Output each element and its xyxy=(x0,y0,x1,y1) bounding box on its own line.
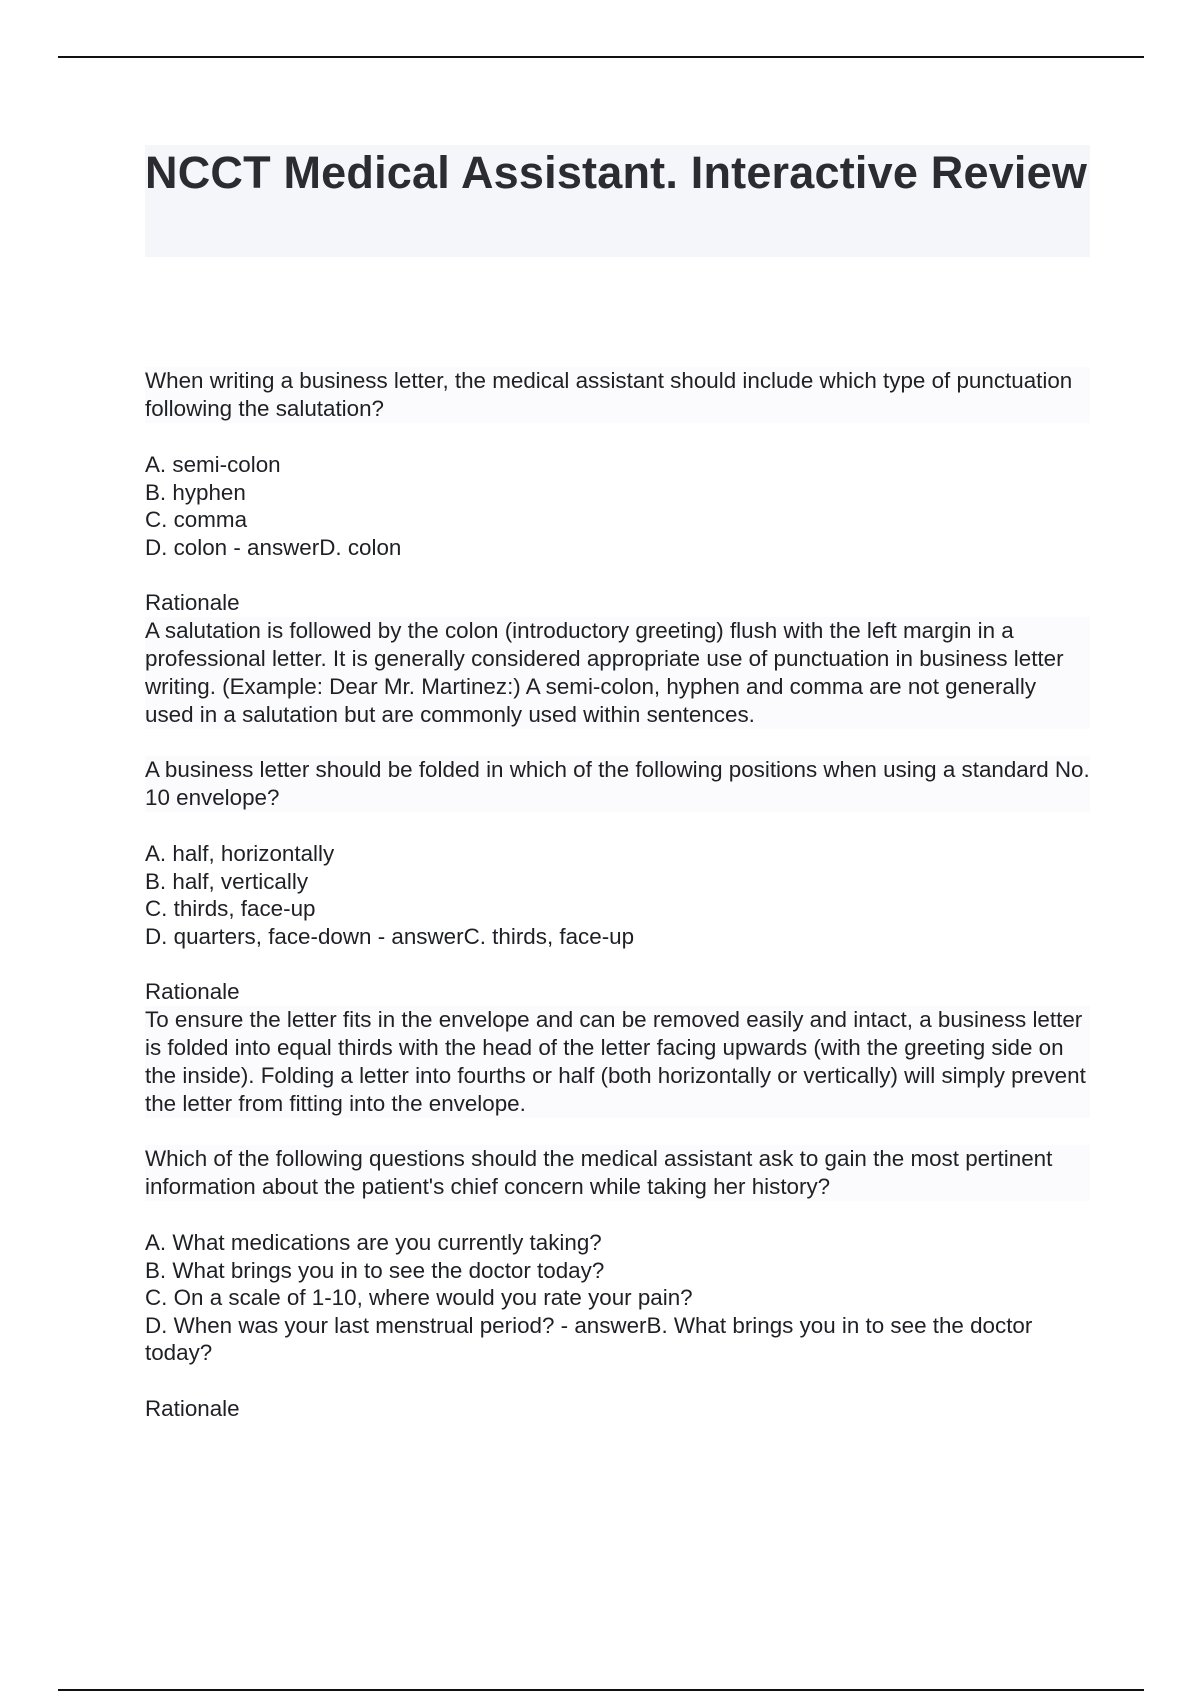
rationale-heading: Rationale xyxy=(145,979,240,1004)
document-title: NCCT Medical Assistant. Interactive Review xyxy=(145,147,1088,198)
answer-options xyxy=(145,451,1090,561)
rationale-heading: Rationale xyxy=(145,590,240,615)
header-rule xyxy=(58,56,1144,58)
answer-option: A. What medications are you currently taking? xyxy=(145,1230,602,1255)
footer-rule xyxy=(58,1689,1144,1691)
answer-option: C. comma xyxy=(145,507,248,532)
answer-option-with-key: D. colon - answerD. colon xyxy=(145,534,402,560)
rationale-section xyxy=(145,978,1090,1118)
rationale-section xyxy=(145,1395,1090,1423)
question-prompt: Which of the following questions should the medical assistant ask to gain the most pertinent information about the patient's chief concern while taking her history? xyxy=(145,1145,1090,1201)
answer-option-with-key: D. quarters, face-down - answerC. thirds, face-up xyxy=(145,923,635,949)
rationale-text: To ensure the letter fits in the envelope and can be removed easily and intact, a business letter is folded into equal thirds with the head of the letter facing upwards (with the greeting side on the inside). Folding a letter into fourths or half (both horizontally or vertically) will simply prevent the letter from fitting into the envelope. xyxy=(145,1006,1090,1118)
answer-options xyxy=(145,1229,1090,1367)
question-prompt: When writing a business letter, the medical assistant should include which type of punctuation following the salutation? xyxy=(145,367,1090,423)
answer-option: B. half, vertically xyxy=(145,868,309,894)
answer-option: B. What brings you in to see the doctor today? xyxy=(145,1257,605,1283)
answer-option: A. half, horizontally xyxy=(145,841,335,866)
answer-options xyxy=(145,840,1090,950)
answer-option: C. thirds, face-up xyxy=(145,896,316,921)
rationale-section xyxy=(145,589,1090,729)
question-prompt: A business letter should be folded in which of the following positions when using a standard No. 10 envelope? xyxy=(145,757,1090,810)
question-list xyxy=(145,367,1090,1423)
rationale-heading: Rationale xyxy=(145,1395,240,1421)
question-item xyxy=(145,367,1090,729)
rationale-text: A salutation is followed by the colon (introductory greeting) flush with the left margin in a professional letter. It is generally considered appropriate use of punctuation in business letter writing. (Example: Dear Mr. Martinez:) A semi-colon, hyphen and comma are not generally used in a salutation but are commonly used within sentences. xyxy=(145,617,1090,729)
question-item xyxy=(145,756,1090,1118)
page-content xyxy=(145,145,1090,1423)
answer-option-with-key: D. When was your last menstrual period? - answerB. What brings you in to see the doctor today? xyxy=(145,1312,1033,1365)
question-item xyxy=(145,1145,1090,1423)
answer-option: A. semi-colon xyxy=(145,452,281,477)
answer-option: B. hyphen xyxy=(145,479,246,505)
answer-option: C. On a scale of 1-10, where would you rate your pain? xyxy=(145,1285,693,1310)
title-block xyxy=(145,145,1090,257)
